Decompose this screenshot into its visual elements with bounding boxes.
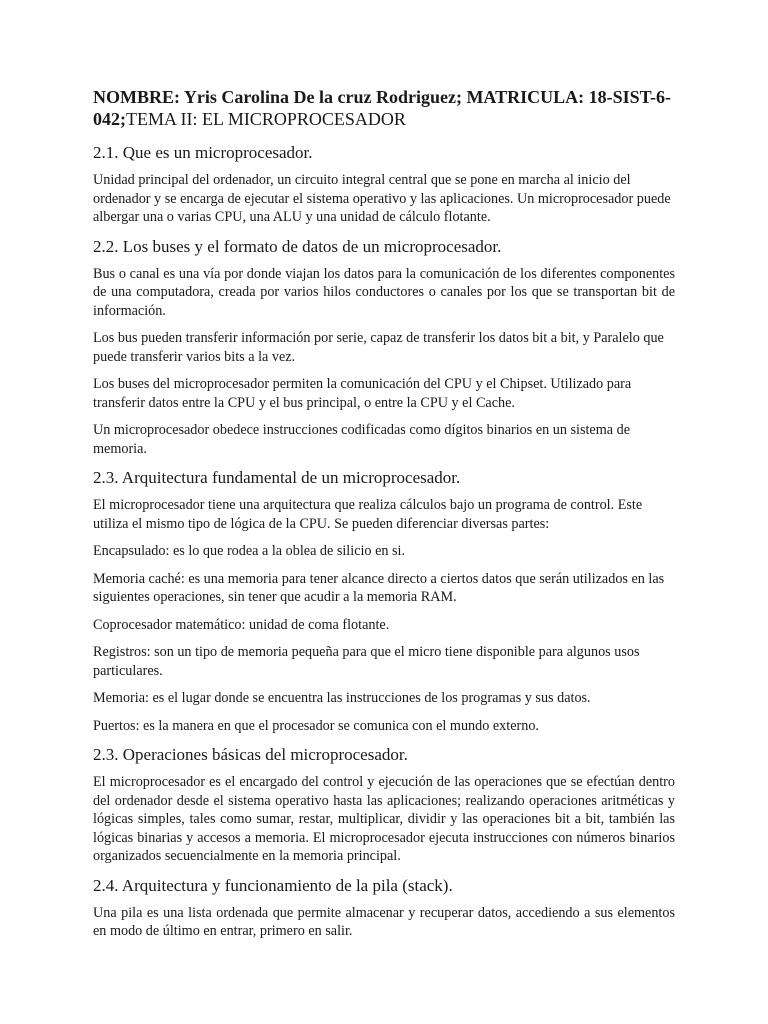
paragraph: Los buses del microprocesador permiten la comunicación del CPU y el Chipset. Utilizado para transferir datos entre la CPU y el bus principal, o entre la CPU y el Cache. (93, 376, 632, 411)
paragraph: Unidad principal del ordenador, un circuito integral central que se pone en marcha al inicio del ordenador y se encarga de ejecutar el sistema operativo y las aplicaciones. Un microprocesador puede albergar una o varias CPU, una ALU y una unidad de cálculo flotante. (93, 172, 671, 225)
section-heading: 2.3. Operaciones básicas del microprocesador. (93, 745, 408, 764)
paragraph: Encapsulado: es lo que rodea a la oblea de silicio en si. (93, 543, 406, 559)
paragraph: El microprocesador es el encargado del control y ejecución de las operaciones que se efectúan dentro del ordenador desde el sistema operativo hasta las aplicaciones; realizando operaciones aritméticas y lógicas simples, tales como sumar, restar, multiplicar, dividir y las operaciones bit a bit, también las lógicas binarias y accesos a memoria. El microprocesador ejecuta instrucciones con números binarios organizados secuencialmente en la memoria principal. (93, 774, 675, 864)
document-page (93, 86, 675, 950)
paragraph: Memoria: es el lugar donde se encuentra las instrucciones de los programas y sus datos. (93, 690, 591, 706)
paragraph: Un microprocesador obedece instrucciones codificadas como dígitos binarios en un sistema de memoria. (93, 422, 630, 457)
paragraph: Bus o canal es una vía por donde viajan los datos para la comunicación de los diferentes componentes de una computadora, creada por varios hilos conductores o canales por los que se transportan bit de información. (93, 265, 675, 319)
paragraph: Coprocesador matemático: unidad de coma flotante. (93, 616, 390, 633)
paragraph: El microprocesador tiene una arquitectura que realiza cálculos bajo un programa de control. Este utiliza el mismo tipo de lógica de la CPU. Se pueden diferenciar diversas partes: (93, 497, 643, 532)
paragraph: Memoria caché: es una memoria para tener alcance directo a ciertos datos que serán utilizados en las siguientes operaciones, sin tener que acudir a la memoria RAM. (93, 570, 665, 605)
section-basic-operations (93, 744, 675, 866)
document-header (93, 86, 675, 130)
topic-title: TEMA II: EL MICROPROCESADOR (126, 109, 406, 129)
section-architecture (93, 467, 675, 735)
section-buses (93, 236, 675, 459)
paragraph: Registros: son un tipo de memoria pequeña para que el micro tiene disponible para algunos usos particulares. (93, 644, 640, 679)
section-heading: 2.2. Los buses y el formato de datos de un microprocesador. (93, 236, 502, 256)
section-stack (93, 875, 675, 941)
paragraph: Una pila es una lista ordenada que permite almacenar y recuperar datos, accediendo a sus elementos en modo de último en entrar, primero en salir. (93, 904, 675, 939)
section-heading: 2.4. Arquitectura y funcionamiento de la pila (stack). (93, 875, 453, 895)
paragraph: Puertos: es la manera en que el procesador se comunica con el mundo externo. (93, 717, 539, 734)
section-heading: 2.3. Arquitectura fundamental de un microprocesador. (93, 468, 461, 487)
section-heading: 2.1. Que es un microprocesador. (93, 143, 313, 162)
paragraph: Los bus pueden transferir información por serie, capaz de transferir los datos bit a bit, y Paralelo que puede transferir varios bits a la vez. (93, 330, 664, 365)
section-what-is-microprocessor (93, 142, 675, 227)
student-info: NOMBRE: Yris Carolina De la cruz Rodriguez; MATRICULA: 18-SIST-6-042; (93, 87, 671, 129)
